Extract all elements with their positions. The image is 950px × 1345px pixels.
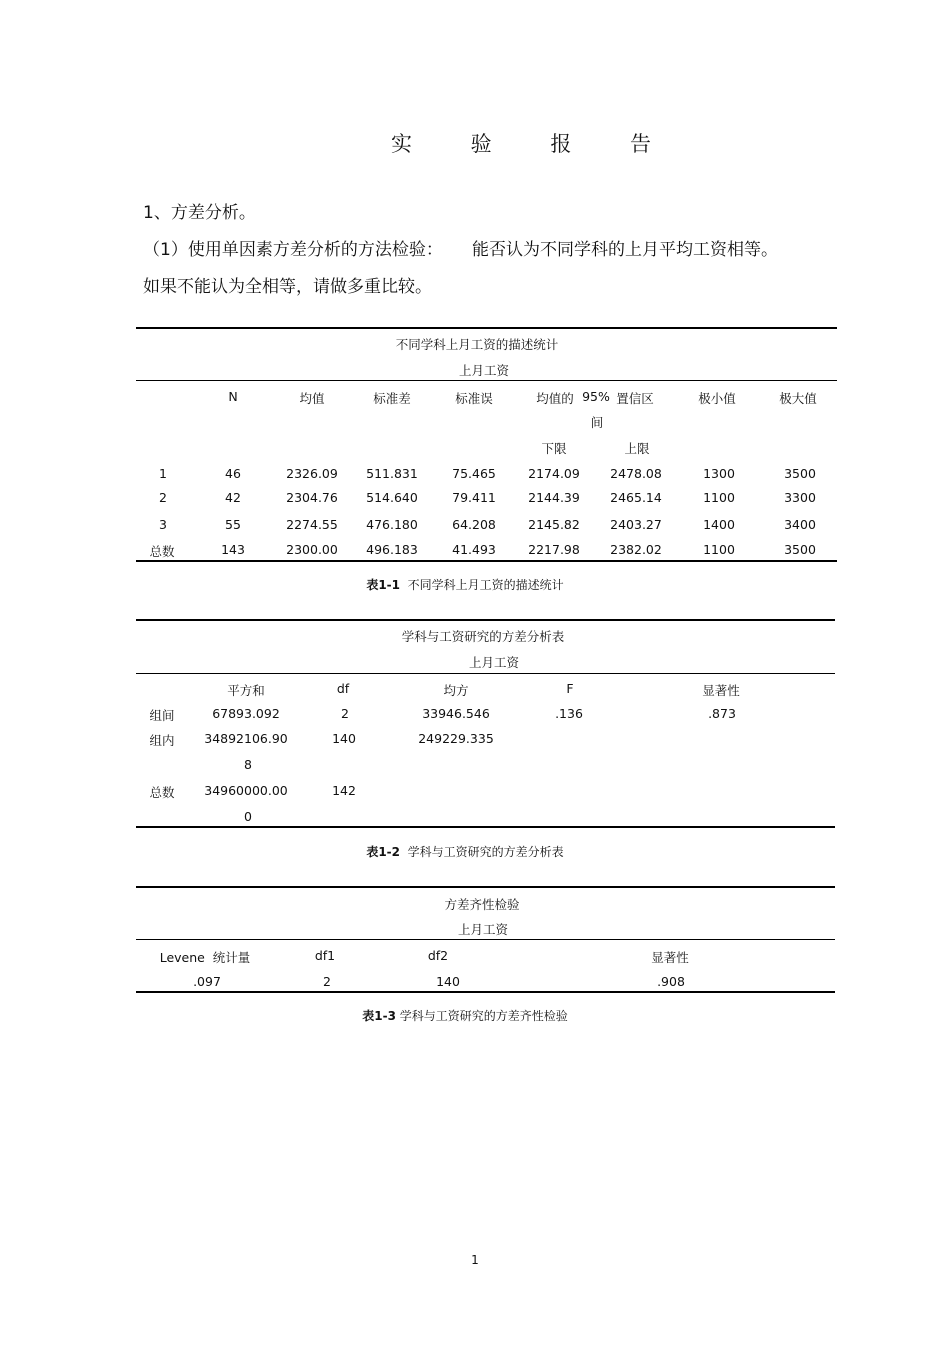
table2-cell: 组间	[149, 708, 175, 723]
table3-cell: .908	[657, 974, 685, 989]
table1-cell: 41.493	[452, 542, 496, 557]
table2-top-rule	[136, 619, 835, 621]
table3-cell: 140	[436, 974, 460, 989]
table3-caption-label: 表1-3	[362, 1009, 396, 1023]
table1-cell: 2144.39	[528, 490, 580, 505]
table2-cell: 140	[332, 731, 356, 746]
table2-cell: 142	[332, 783, 356, 798]
table1-cell: 2382.02	[610, 542, 662, 557]
table1-cell: 3500	[784, 542, 816, 557]
table1-cell: 79.411	[452, 490, 496, 505]
table1-header-min: 极小值	[698, 391, 736, 406]
table1-cell: 1400	[703, 517, 735, 532]
table1-caption	[366, 576, 563, 593]
table3-top-rule	[136, 886, 835, 888]
table1-subheader-upper: 上限	[624, 441, 650, 456]
table1-cell: 2304.76	[286, 490, 338, 505]
table2-cell: 33946.546	[422, 706, 490, 721]
table2-cell: 2	[341, 706, 349, 721]
table2-caption	[366, 843, 563, 860]
table2-bottom-rule	[136, 826, 835, 828]
table1-cell: 总数	[149, 544, 175, 559]
table1-header-ci-b: 95%	[582, 389, 610, 404]
table1-cell: 143	[221, 542, 245, 557]
table3-caption-text: 学科与工资研究的方差齐性检验	[399, 1009, 568, 1023]
table1-header-mean: 均值	[299, 391, 325, 406]
table1-cell: 2403.27	[610, 517, 662, 532]
table1-title: 不同学科上月工资的描述统计	[395, 337, 559, 352]
table1-bottom-rule	[136, 560, 837, 562]
table2-subtitle: 上月工资	[468, 655, 520, 670]
table2-title: 学科与工资研究的方差分析表	[401, 629, 565, 644]
table1-cell: 1100	[703, 490, 735, 505]
table3-header-df2: df2	[427, 948, 449, 963]
table1-cell: 511.831	[366, 466, 418, 481]
table1-caption-label: 表1-1	[366, 578, 401, 592]
table2-header-rule	[136, 673, 835, 674]
table2-cell: 组内	[149, 733, 175, 748]
table2-cell: 34892106.90	[204, 731, 288, 746]
table1-caption-text: 不同学科上月工资的描述统计	[407, 578, 564, 592]
question-text-line2: 如果不能认为全相等，请做多重比较。	[143, 277, 432, 297]
table3-title: 方差齐性检验	[444, 897, 520, 912]
table1-cell: 2217.98	[528, 542, 580, 557]
table1-top-rule	[136, 327, 837, 329]
table2-cell: 67893.092	[212, 706, 280, 721]
table1-cell: 2145.82	[528, 517, 580, 532]
table1-cell: 2465.14	[610, 490, 662, 505]
table1-cell: 2274.55	[286, 517, 338, 532]
page-title: 实 验 报 告	[391, 132, 678, 156]
table2-header-df: df	[336, 681, 350, 696]
table1-header-sd: 标准差	[373, 391, 411, 406]
section-heading: 1、方差分析。	[143, 203, 256, 223]
table1-cell: 3400	[784, 517, 816, 532]
table3-header-levene: Levene 统计量	[159, 950, 251, 965]
table1-cell: 3500	[784, 466, 816, 481]
table2-cell: 总数	[149, 785, 175, 800]
table1-header-n: N	[228, 389, 238, 404]
table3-bottom-rule	[136, 991, 835, 993]
table1-cell: 2174.09	[528, 466, 580, 481]
table2-caption-text: 学科与工资研究的方差分析表	[407, 845, 564, 859]
table3-caption	[362, 1007, 568, 1024]
table1-cell: 2300.00	[286, 542, 338, 557]
table1-header-rule	[136, 380, 837, 381]
table1-cell: 1100	[703, 542, 735, 557]
table1-cell: 75.465	[452, 466, 496, 481]
table2-header-sig: 显著性	[702, 683, 740, 698]
table1-header-ci-c: 置信区	[616, 391, 654, 406]
table3-header-rule	[136, 939, 835, 940]
table1-cell: 3300	[784, 490, 816, 505]
question-text-part1: （1）使用单因素方差分析的方法检验：	[143, 240, 443, 260]
table2-header-ms: 均方	[443, 683, 469, 698]
table3-subtitle: 上月工资	[457, 922, 509, 937]
table1-cell: 55	[225, 517, 241, 532]
table1-cell: 46	[225, 466, 241, 481]
table2-header-ss: 平方和	[227, 683, 265, 698]
table2-caption-label: 表1-2	[366, 845, 401, 859]
table1-subheader-lower: 下限	[541, 441, 567, 456]
table1-header-ci-d: 间	[590, 415, 604, 430]
table1-cell: 2326.09	[286, 466, 338, 481]
table2-cell: 249229.335	[418, 731, 494, 746]
table1-cell: 64.208	[452, 517, 496, 532]
table1-cell: 1300	[703, 466, 735, 481]
table1-header-ci-a: 均值的	[536, 391, 574, 406]
table1-header-max: 极大值	[779, 391, 817, 406]
table1-cell: 1	[159, 466, 167, 481]
table1-subtitle: 上月工资	[458, 363, 510, 378]
table3-cell: 2	[323, 974, 331, 989]
table1-cell: 476.180	[366, 517, 418, 532]
table2-cell: 34960000.00	[204, 783, 288, 798]
table1-cell: 42	[225, 490, 241, 505]
table1-cell: 496.183	[366, 542, 418, 557]
table3-header-sig: 显著性	[651, 950, 689, 965]
question-text-part2: 能否认为不同学科的上月平均工资相等。	[472, 240, 778, 260]
table3-header-df1: df1	[314, 948, 336, 963]
table2-cell-wrap: 8	[244, 757, 252, 772]
table2-cell: .873	[708, 706, 736, 721]
table1-cell: 2478.08	[610, 466, 662, 481]
table3-cell: .097	[193, 974, 221, 989]
table1-cell: 3	[159, 517, 167, 532]
table1-cell: 2	[159, 490, 167, 505]
table2-cell: .136	[555, 706, 583, 721]
table1-cell: 514.640	[366, 490, 418, 505]
page-number: 1	[471, 1253, 479, 1267]
table1-header-se: 标准误	[455, 391, 493, 406]
table2-header-f: F	[566, 681, 574, 696]
table2-cell-wrap: 0	[244, 809, 252, 824]
